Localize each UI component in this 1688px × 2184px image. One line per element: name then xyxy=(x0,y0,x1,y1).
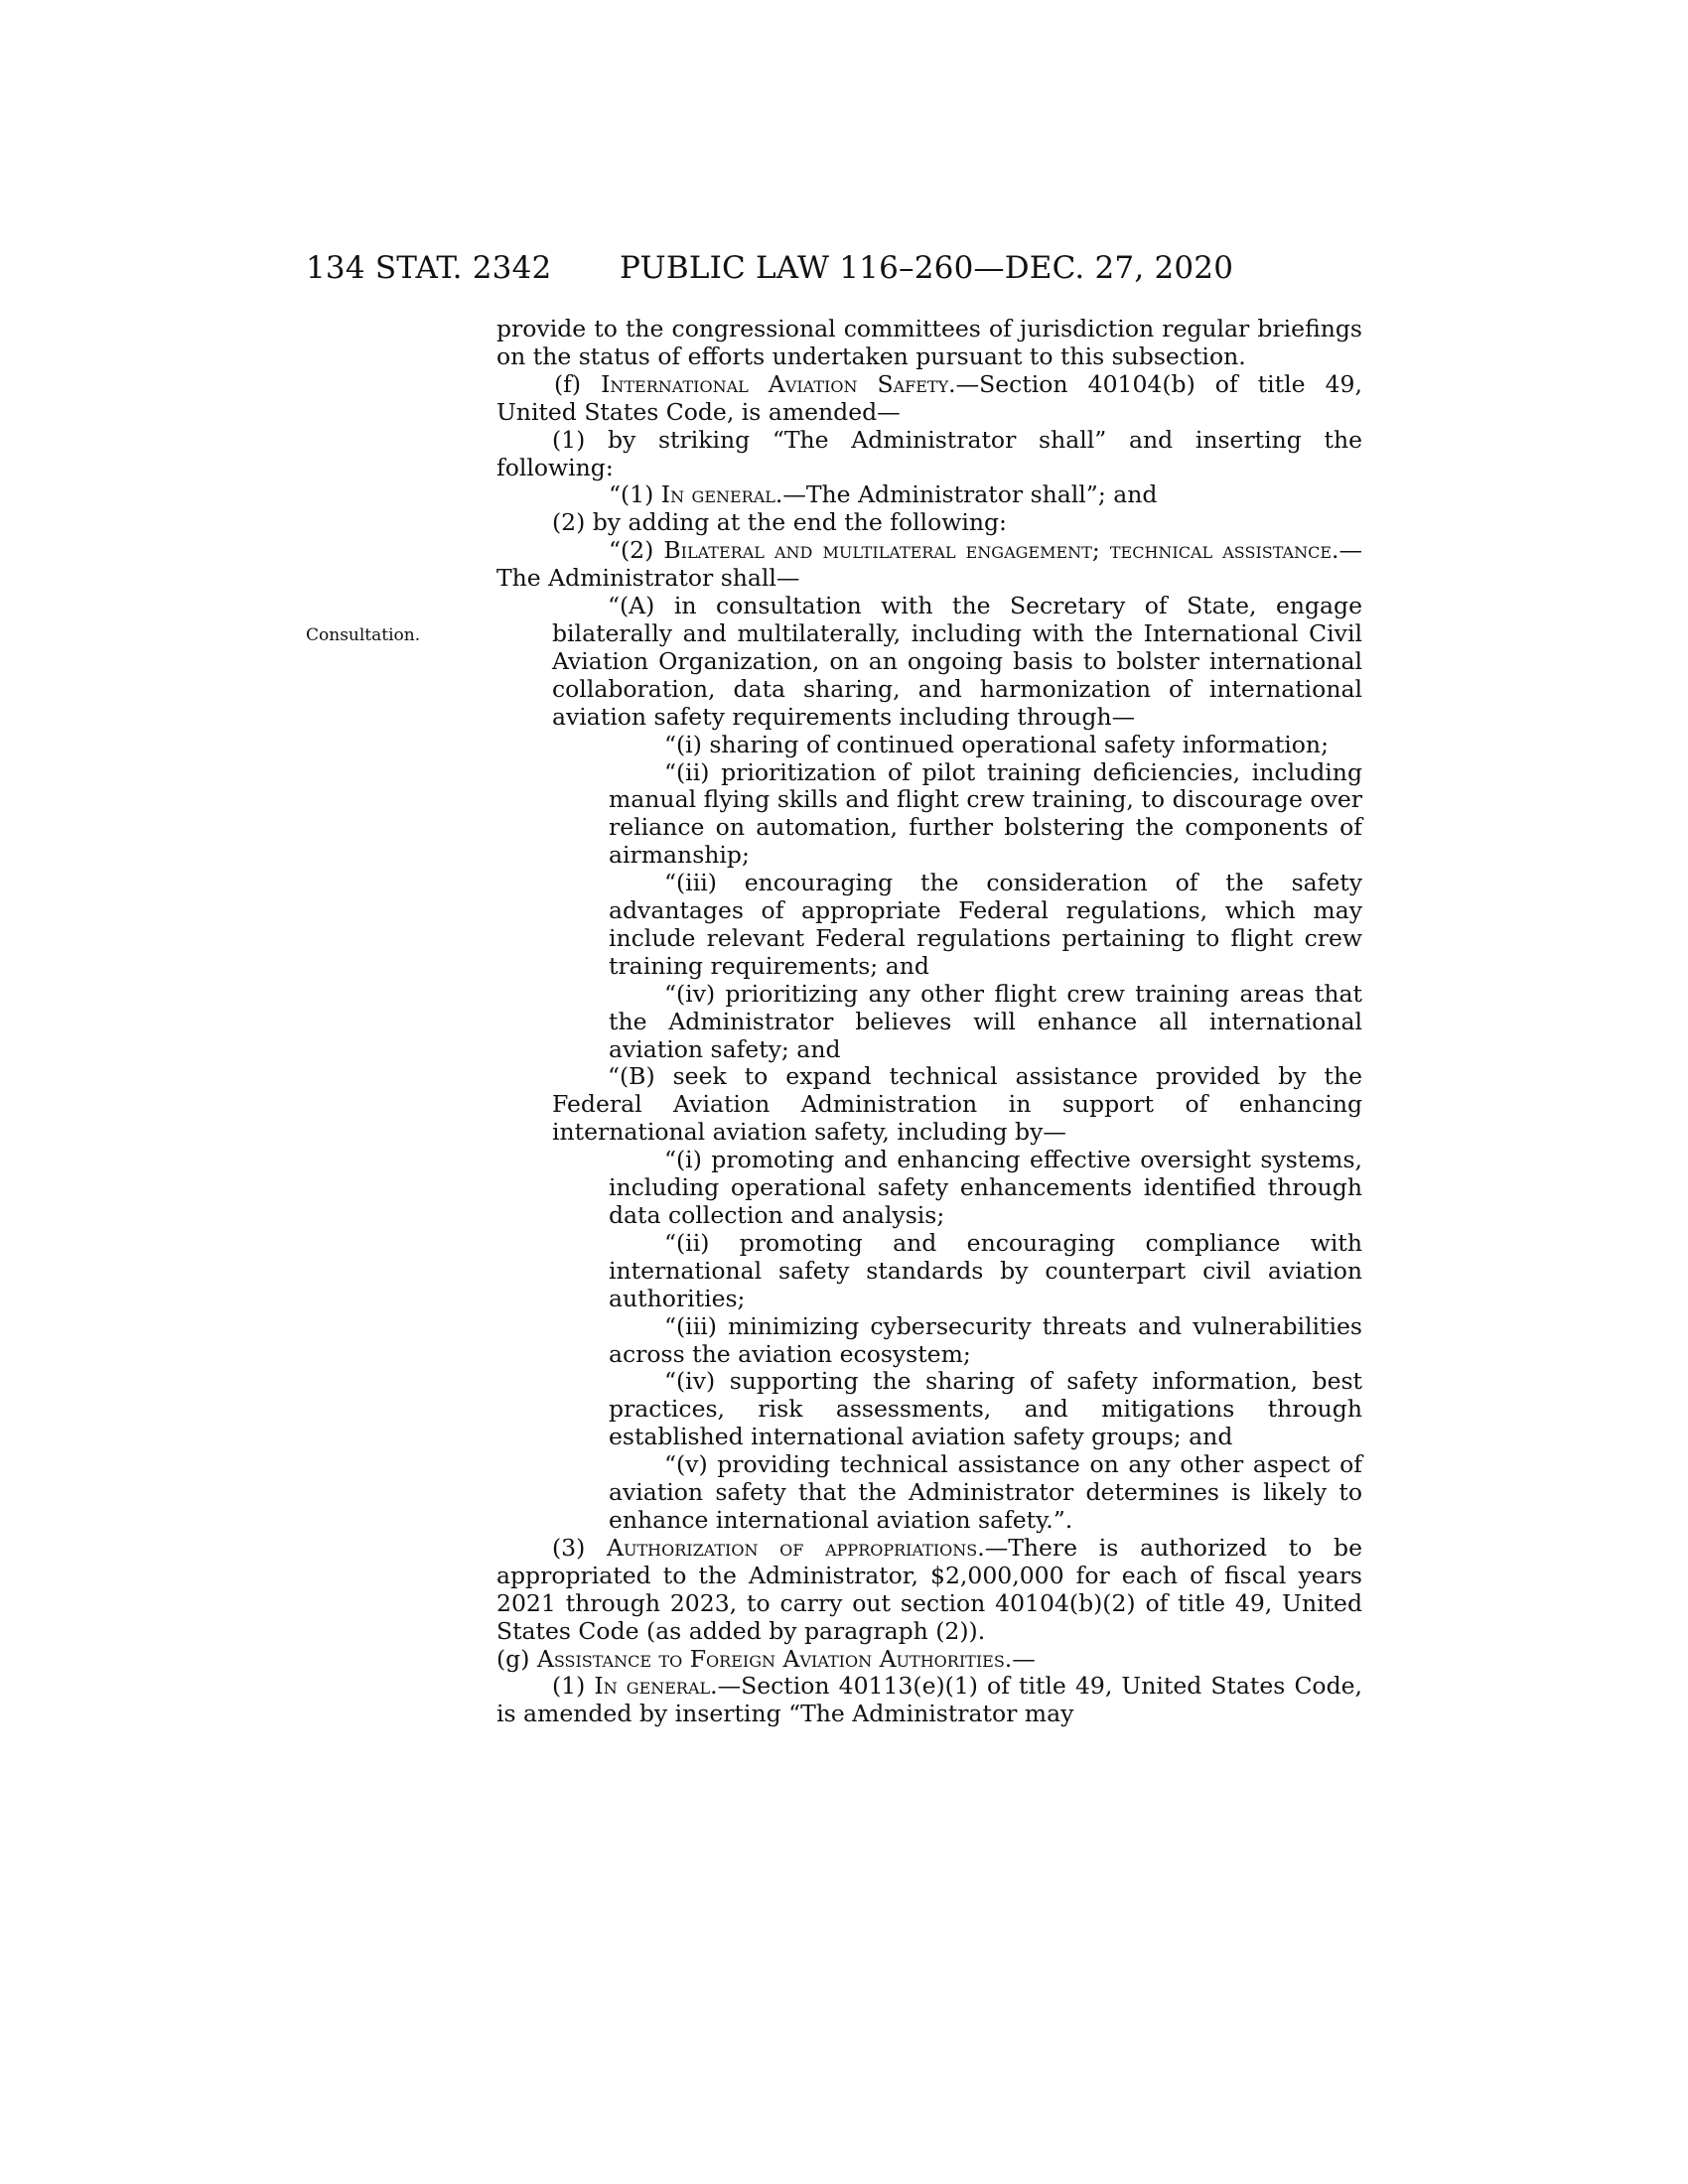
subsection-g-enum: (g) xyxy=(496,1644,537,1673)
clause-b-ii: “(ii) promoting and encouraging compliance with international safety standards by counterpart civil aviation authorities; xyxy=(609,1228,1362,1312)
subsection-g xyxy=(496,1646,1362,1674)
subsection-f xyxy=(439,371,1362,427)
statute-body xyxy=(496,316,1362,1728)
running-header xyxy=(0,250,1688,290)
clause-b-i: “(i) promoting and enhancing effective oversight systems, including operational safety enhancements identified through data collection and analysis; xyxy=(609,1146,1362,1229)
subsection-g-paragraph-1-text: .—Section 40113(e)(1) of title 49, United States Code, is amended by inserting “The Administrator may xyxy=(496,1672,1362,1728)
subsection-f-heading: International Aviation Safety xyxy=(601,369,949,398)
subparagraph-a: “(A) in consultation with the Secretary of State, engage bilaterally and multilaterally, including with the International Civil Aviation Organization, on an ongoing basis to bolster international collaboration, data sharing, and harmonization of international aviation safety requirements including through— xyxy=(552,592,1362,731)
paragraph-3-enum: (3) xyxy=(552,1533,607,1562)
subsection-g-paragraph-1-heading: In general xyxy=(594,1672,711,1701)
clause-a-i: “(i) sharing of continued operational safety information; xyxy=(664,730,1329,758)
paragraph-3-text: .—There is authorized to be appropriated to the Administrator, $2,000,000 for each of fiscal years 2021 through 2023, to carry out section 40104(b)(2) of title 49, United States Code (as added by paragraph (2)). xyxy=(496,1533,1362,1645)
subparagraph-b: “(B) seek to expand technical assistance provided by the Federal Aviation Administration in support of enhancing international aviation safety, including by— xyxy=(552,1062,1362,1147)
clause-b-iii: “(iii) minimizing cybersecurity threats and vulnerabilities across the aviation ecosystem; xyxy=(609,1311,1362,1368)
quoted-paragraph-1 xyxy=(496,481,1362,509)
statute-citation: 134 STAT. 2342 xyxy=(306,250,552,286)
paragraph-1: (1) by striking “The Administrator shall” and inserting the following: xyxy=(496,425,1362,481)
quoted-paragraph-2-heading: Bilateral and multilateral engagement; technical assistance xyxy=(663,536,1333,565)
paragraph-continuation: provide to the congressional committees of jurisdiction regular briefings on the status of efforts undertaken pursuant to this subsection. xyxy=(496,315,1362,370)
quoted-paragraph-2 xyxy=(496,537,1362,593)
quoted-paragraph-1-heading: In general xyxy=(660,480,775,509)
clause-a-iii: “(iii) encouraging the consideration of the safety advantages of appropriate Federal regulations, which may include relevant Federal regulations pertaining to flight crew training requirements; and xyxy=(609,869,1362,980)
subsection-f-enum: (f) xyxy=(554,369,602,398)
clause-b-iv: “(iv) supporting the sharing of safety information, best practices, risk assessments, and mitigations through established international aviation safety groups; and xyxy=(609,1367,1362,1451)
quoted-paragraph-1-enum: “(1) xyxy=(609,480,661,509)
quoted-paragraph-1-text: .—The Administrator shall”; and xyxy=(774,480,1158,509)
subsection-g-paragraph-1-enum: (1) xyxy=(552,1672,595,1701)
subsection-g-paragraph-1 xyxy=(496,1673,1362,1728)
margin-note: Consultation. xyxy=(306,625,421,645)
subsection-g-heading: Assistance to Foreign Aviation Authorities xyxy=(536,1644,1005,1673)
quoted-paragraph-2-enum: “(2) xyxy=(609,536,664,565)
paragraph-3-heading: Authorization of appropriations xyxy=(607,1533,978,1562)
clause-a-iv: “(iv) prioritizing any other flight crew training areas that the Administrator believes will enhance all international aviation safety; and xyxy=(609,979,1362,1063)
paragraph-2: (2) by adding at the end the following: xyxy=(552,508,1007,537)
subsection-g-text: .— xyxy=(1004,1644,1036,1673)
quoted-paragraph-2-text: .—The Administrator shall— xyxy=(496,536,1362,593)
public-law-title: PUBLIC LAW 116–260—DEC. 27, 2020 xyxy=(620,250,1234,286)
clause-a-ii: “(ii) prioritization of pilot training deficiencies, including manual flying skills and flight crew training, to discourage over reliance on automation, further bolstering the components of airmanship; xyxy=(609,757,1362,870)
paragraph-3 xyxy=(496,1535,1362,1646)
clause-b-v: “(v) providing technical assistance on any other aspect of aviation safety that the Administrator determines is likely to enhance international aviation safety.”. xyxy=(609,1450,1362,1534)
subsection-f-text: .—Section 40104(b) of title 49, United States Code, is amended— xyxy=(496,369,1362,426)
